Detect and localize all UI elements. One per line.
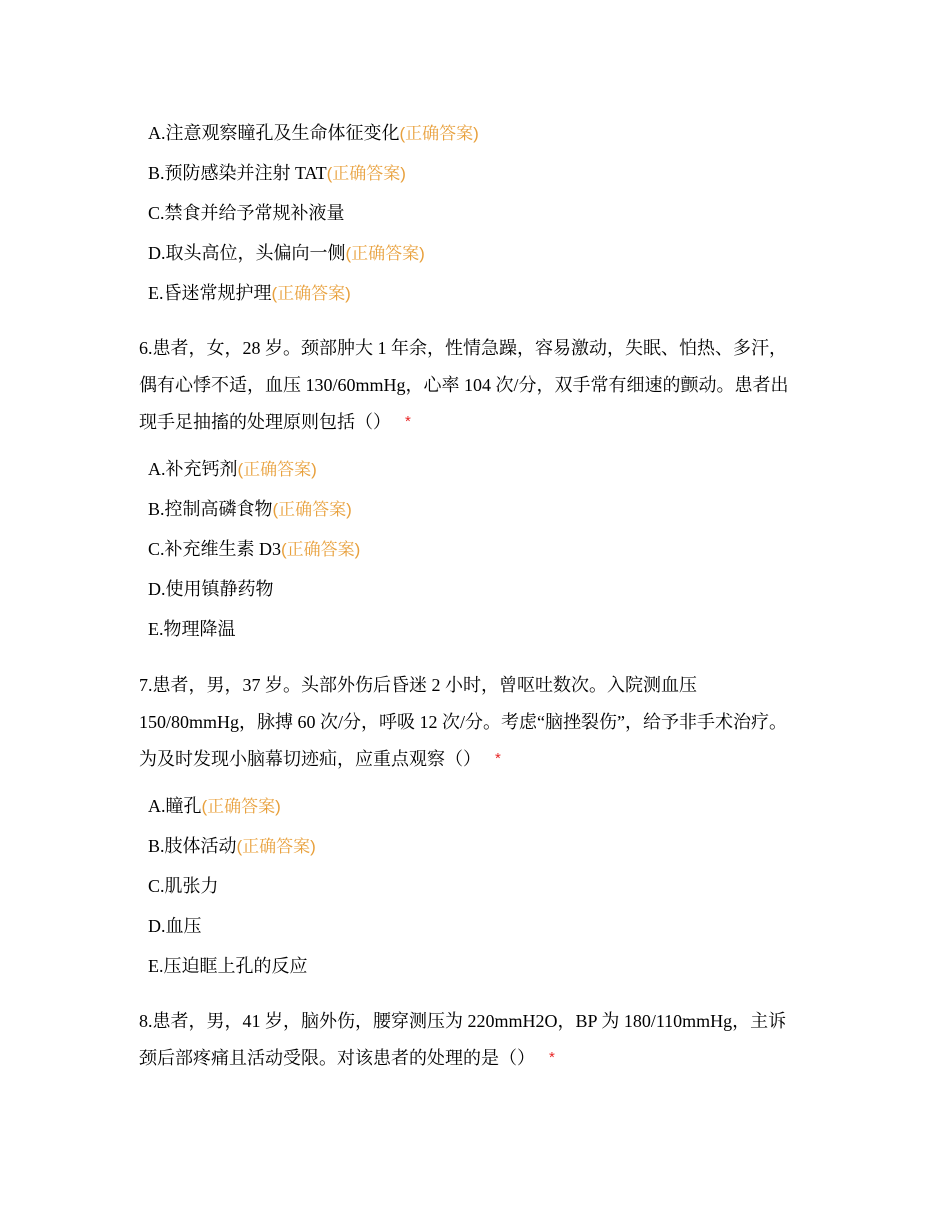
correct-answer-label: (正确答案) <box>271 284 351 303</box>
option-7a <box>148 794 281 819</box>
option-text: C.补充维生素 D3 <box>148 539 282 559</box>
option-7b <box>148 834 316 859</box>
question-line-last <box>139 1040 829 1077</box>
question-7-stem <box>139 667 829 778</box>
question-line-last <box>139 741 829 778</box>
option-text: D.使用镇静药物 <box>148 579 274 599</box>
required-asterisk: * <box>495 750 501 767</box>
option-6e <box>148 617 236 642</box>
option-5a <box>148 121 479 146</box>
option-7d <box>148 914 202 939</box>
option-6d <box>148 577 274 602</box>
option-6a <box>148 457 317 482</box>
option-text: A.注意观察瞳孔及生命体征变化 <box>148 123 400 143</box>
question-text: 现手足抽搐的处理原则包括（） <box>139 412 391 432</box>
question-line: 偶有心悸不适，血压 130/60mmHg，心率 104 次/分，双手常有细速的颤动。患者出 <box>139 375 789 395</box>
option-text: C.肌张力 <box>148 876 219 896</box>
option-text: B.预防感染并注射 TAT <box>148 163 327 183</box>
option-text: E.物理降温 <box>148 619 236 639</box>
option-7c <box>148 874 219 899</box>
option-text: C.禁食并给予常规补液量 <box>148 203 345 223</box>
option-text: E.昏迷常规护理 <box>148 283 272 303</box>
option-text: E.压迫眶上孔的反应 <box>148 956 308 976</box>
question-text: 为及时发现小脑幕切迹疝，应重点观察（） <box>139 749 481 769</box>
required-asterisk: * <box>405 413 411 430</box>
correct-answer-label: (正确答案) <box>281 540 361 559</box>
option-5c <box>148 201 345 226</box>
correct-answer-label: (正确答案) <box>326 164 406 183</box>
option-5b <box>148 161 406 186</box>
correct-answer-label: (正确答案) <box>201 797 281 816</box>
option-5d <box>148 241 425 266</box>
required-asterisk: * <box>549 1049 555 1066</box>
correct-answer-label: (正确答案) <box>236 837 316 856</box>
option-5e <box>148 281 351 306</box>
question-line: 8.患者，男，41 岁，脑外伤，腰穿测压为 220mmH2O，BP 为 180/110mmHg，主诉 <box>139 1011 787 1031</box>
question-line: 7.患者，男，37 岁。头部外伤后昏迷 2 小时，曾呕吐数次。入院测血压 <box>139 675 697 695</box>
option-6c <box>148 537 360 562</box>
question-line: 6.患者，女，28 岁。颈部肿大 1 年余，性情急躁，容易激动，失眠、怕热、多汗， <box>139 338 787 358</box>
question-line-last <box>139 404 829 441</box>
question-8-stem <box>139 1003 829 1077</box>
option-text: D.取头高位，头偏向一侧 <box>148 243 346 263</box>
option-text: B.控制高磷食物 <box>148 499 273 519</box>
option-text: D.血压 <box>148 916 202 936</box>
option-7e <box>148 954 308 979</box>
correct-answer-label: (正确答案) <box>345 244 425 263</box>
option-text: A.补充钙剂 <box>148 459 238 479</box>
correct-answer-label: (正确答案) <box>237 460 317 479</box>
option-text: B.肢体活动 <box>148 836 237 856</box>
correct-answer-label: (正确答案) <box>399 124 479 143</box>
option-6b <box>148 497 352 522</box>
question-6-stem <box>139 330 829 441</box>
question-text: 颈后部疼痛且活动受限。对该患者的处理的是（） <box>139 1048 535 1068</box>
question-line: 150/80mmHg，脉搏 60 次/分，呼吸 12 次/分。考虑“脑挫裂伤”，给予非手术治疗。 <box>139 712 787 732</box>
correct-answer-label: (正确答案) <box>272 500 352 519</box>
option-text: A.瞳孔 <box>148 796 202 816</box>
